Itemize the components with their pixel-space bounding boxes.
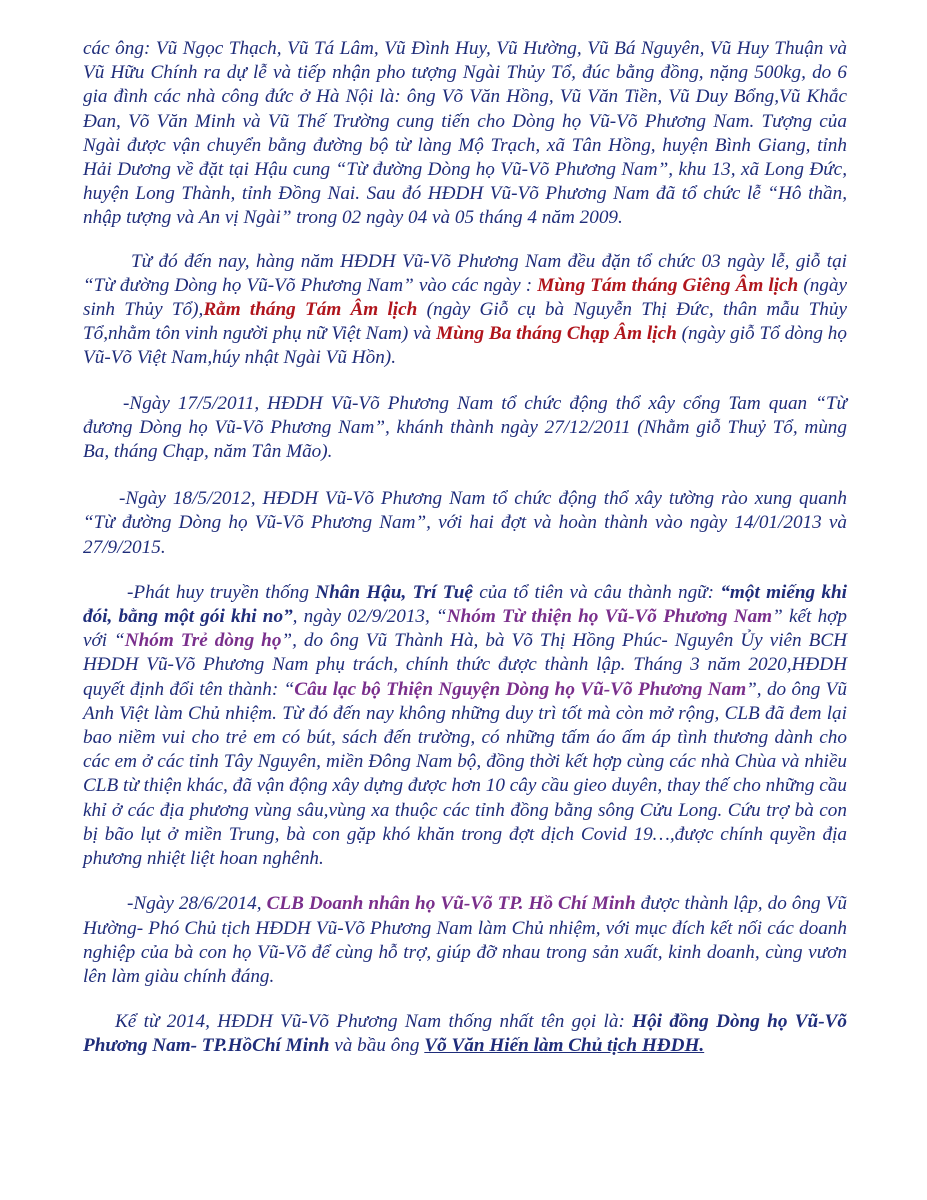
paragraph-text: , ngày 02/9/2013, “ <box>292 606 447 628</box>
paragraph-council-name <box>83 1010 847 1058</box>
paragraph-tam-quan-gate <box>83 392 847 465</box>
paragraph-business-club <box>83 892 847 989</box>
paragraph-text: của tổ tiên và câu thành ngữ: <box>472 581 721 603</box>
paragraph-text: -Ngày 17/5/2011, HĐDH Vũ-Võ Phương Nam tổ chức động thổ xây cổng Tam quan “Từ đương Dòng họ Vũ-Võ Phương Nam”, khánh thành ngày 27/12/2011 (Nhằm giỗ Thuỷ Tổ, mùng Ba, tháng Chạp, năm Tân Mão). <box>83 392 847 463</box>
underlined-chairman: Võ Văn Hiến làm Chủ tịch HĐDH. <box>424 1035 705 1057</box>
highlight-date-2: Rằm tháng Tám Âm lịch <box>203 299 418 321</box>
highlight-business-club: CLB Doanh nhân họ Vũ-Võ TP. Hồ Chí Minh <box>266 893 636 915</box>
paragraph-text: Từ đó đến nay, hàng năm HĐDH Vũ-Võ Phương Nam đều đặn tổ chức 03 ngày lễ, giỗ tại “Từ đường Dòng họ Vũ-Võ Phương Nam” vào các ngày : <box>83 250 847 296</box>
highlight-charity-group: Nhóm Từ thiện họ Vũ-Võ Phương Nam <box>446 606 773 628</box>
highlight-youth-group: Nhóm Trẻ dòng họ <box>124 630 282 652</box>
paragraph-text: -Ngày 18/5/2012, HĐDH Vũ-Võ Phương Nam tổ chức động thổ xây tường rào xung quanh “Từ đường Dòng họ Vũ-Võ Phương Nam”, với hai đợt và hoàn thành vào ngày 14/01/2013 và 27/9/2015. <box>83 488 847 558</box>
bold-council-name: Hội đồng Dòng họ Vũ-Võ Phương Nam- TP.HồChí Minh <box>83 1011 847 1057</box>
paragraph-text: và bầu ông <box>329 1035 425 1057</box>
paragraph-text: được thành lập, do ông Vũ Hường- Phó Chủ tịch HĐDH Vũ-Võ Phương Nam làm Chủ nhiệm, với mục đích kết nối các doanh nghiệp của bà con họ Vũ-Võ để cùng hỗ trợ, giúp đỡ nhau trong sản xuất, kinh doanh, cùng vươn lên làm giàu chính đáng. <box>83 893 847 987</box>
paragraph-text: (ngày giỗ Tổ dòng họ Vũ-Võ Việt Nam,húy nhật Ngài Vũ Hồn). <box>83 323 847 369</box>
paragraph-text: ”, do ông Vũ Thành Hà, bà Võ Thị Hồng Phúc- Nguyên Ủy viên BCH HĐDH Vũ-Võ Phương Nam phụ trách, chính thức được thành lập. Tháng 3 năm 2020,HĐDH quyết định đổi tên thành: “ <box>83 630 847 700</box>
highlight-date-1: Mùng Tám tháng Giêng Âm lịch <box>537 274 799 296</box>
paragraph-text: ” kết hợp với “ <box>83 606 847 652</box>
document-page <box>83 37 847 1059</box>
paragraph-text: -Phát huy truyền thống <box>127 581 316 603</box>
paragraph-text: các ông: Vũ Ngọc Thạch, Vũ Tá Lâm, Vũ Đình Huy, Vũ Hường, Vũ Bá Nguyên, Vũ Huy Thuận và Vũ Hữu Chính ra dự lễ và tiếp nhận pho tượng Ngài Thủy Tổ, đúc bằng đồng, nặng 500kg, do 6 gia đình các nhà công đức ở Hà Nội là: ông Võ Văn Hồng, Vũ Văn Tiền, Vũ Duy Bổng,Vũ Khắc Đan, Võ Văn Minh và Vũ Thế Trường cung tiến cho Dòng họ Vũ-Võ Phương Nam. Tượng của Ngài được vận chuyển bằng đường bộ từ làng Mộ Trạch, xã Tân Hồng, huyện Bình Giang, tỉnh Hải Dương về đặt tại Hậu cung “Từ đường Dòng họ Vũ-Võ Phương Nam”, khu 13, xã Long Đức, huyện Long Thành, tỉnh Đồng Nai. Sau đó HĐDH Vũ-Võ Phương Nam đã tổ chức lễ “Hô thần, nhập tượng và An vị Ngài” trong 02 ngày 04 và 05 tháng 4 năm 2009. <box>83 38 847 229</box>
paragraph-text: -Ngày 28/6/2014, <box>127 893 267 915</box>
bold-quote: “một miếng khi đói, bằng một gói khi no” <box>83 581 848 628</box>
paragraph-fence-wall <box>83 487 847 560</box>
paragraph-text: (ngày Giỗ cụ bà Nguyễn Thị Đức, thân mẫu Thủy Tổ,nhằm tôn vinh người phụ nữ Việt Nam) và <box>83 299 847 345</box>
paragraph-text: (ngày sinh Thủy Tổ), <box>83 274 848 321</box>
paragraph-charity-club <box>83 581 847 871</box>
paragraph-text: Kể từ 2014, HĐDH Vũ-Võ Phương Nam thống nhất tên gọi là: <box>115 1011 633 1033</box>
paragraph-text: ”, do ông Vũ Anh Việt làm Chủ nhiệm. Từ đó đến nay không những duy trì tốt mà còn mở rộng, CLB đã đem lại bao niềm vui cho trẻ em có bút, sách đến trường, có những tấm áo ấm áp tình thương dành cho các em ở các tỉnh Tây Nguyên, miền Đông Nam bộ, đồng thời kết hợp cùng các nhà Chùa và nhiều CLB từ thiện khác, đã vận động xây dựng được hơn 10 cây cầu gieo duyên, thay thế cho những cầu khỉ ở các địa phương vùng sâu,vùng xa thuộc các tỉnh đồng bằng sông Cửu Long. Cứu trợ bà con bị bão lụt ở miền Trung, bà con gặp khó khăn trong đợt dịch Covid 19…,được chính quyền địa phương nhiệt liệt hoan nghênh. <box>83 678 847 870</box>
paragraph-annual-ceremonies <box>83 250 847 371</box>
paragraph-statue-ceremony <box>83 37 847 231</box>
highlight-date-3: Mùng Ba tháng Chạp Âm lịch <box>436 323 677 345</box>
bold-phrase: Nhân Hậu, Trí Tuệ <box>315 581 473 603</box>
highlight-volunteer-club: Câu lạc bộ Thiện Nguyện Dòng họ Vũ-Võ Phương Nam <box>294 678 747 700</box>
